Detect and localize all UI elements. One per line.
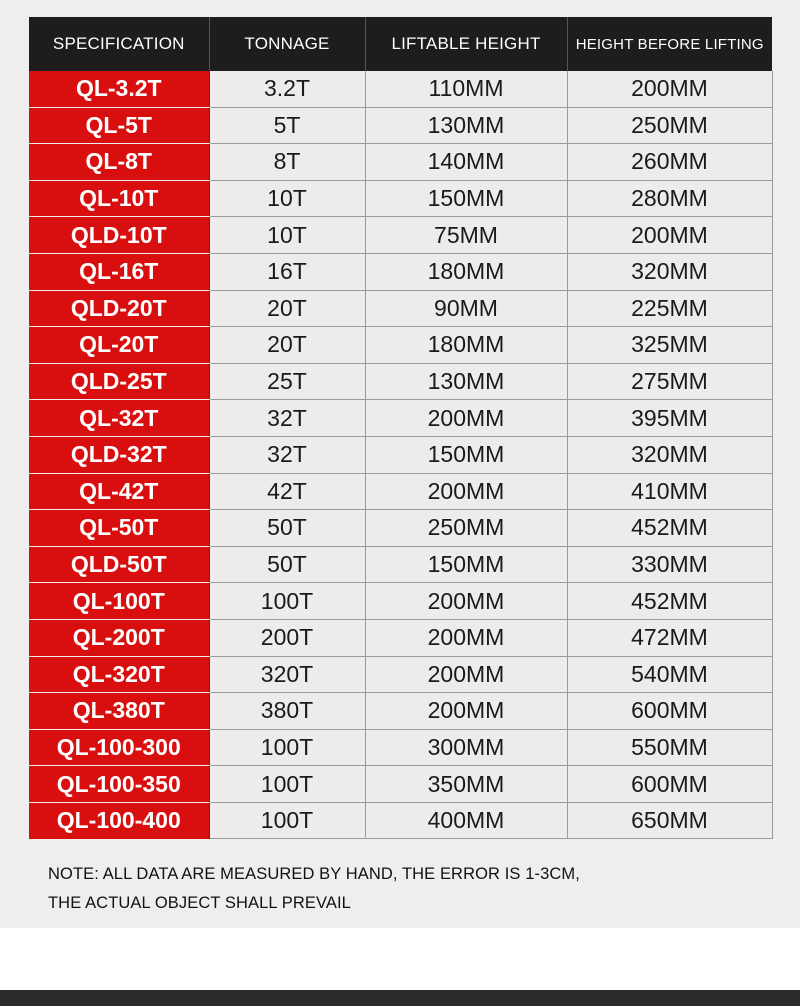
spec-cell: QL-16T [29,253,209,290]
table-row [29,729,772,766]
liftable-height-cell: 110MM [365,71,567,107]
spec-cell: QL-100-300 [29,729,209,766]
height-before-lifting-cell: 472MM [567,619,772,656]
liftable-height-cell: 75MM [365,217,567,254]
tonnage-cell: 50T [209,510,365,547]
table-row [29,619,772,656]
liftable-height-cell: 180MM [365,253,567,290]
table-row [29,766,772,803]
note-line-1: NOTE: ALL DATA ARE MEASURED BY HAND, THE ERROR IS 1-3CM, [48,865,580,883]
liftable-height-cell: 180MM [365,327,567,364]
spec-cell: QL-100T [29,583,209,620]
table-row [29,693,772,730]
tonnage-cell: 320T [209,656,365,693]
table-row [29,363,772,400]
table-row [29,253,772,290]
height-before-lifting-cell: 650MM [567,802,772,839]
liftable-height-cell: 250MM [365,510,567,547]
bottom-bar [0,990,800,1006]
liftable-height-cell: 400MM [365,802,567,839]
table-body [29,71,772,839]
spec-cell: QL-200T [29,619,209,656]
height-before-lifting-cell: 325MM [567,327,772,364]
height-before-lifting-cell: 330MM [567,546,772,583]
liftable-height-cell: 200MM [365,400,567,437]
height-before-lifting-cell: 280MM [567,180,772,217]
height-before-lifting-cell: 275MM [567,363,772,400]
tonnage-cell: 100T [209,729,365,766]
spec-cell: QLD-20T [29,290,209,327]
liftable-height-cell: 300MM [365,729,567,766]
table-row [29,144,772,181]
table-row [29,400,772,437]
tonnage-cell: 5T [209,107,365,144]
tonnage-cell: 3.2T [209,71,365,107]
tonnage-cell: 380T [209,693,365,730]
tonnage-cell: 50T [209,546,365,583]
tonnage-cell: 32T [209,400,365,437]
table-row [29,180,772,217]
spec-cell: QL-320T [29,656,209,693]
height-before-lifting-cell: 200MM [567,217,772,254]
table-row [29,510,772,547]
liftable-height-cell: 130MM [365,107,567,144]
header-specification: SPECIFICATION [29,17,209,71]
tonnage-cell: 20T [209,290,365,327]
liftable-height-cell: 200MM [365,693,567,730]
spec-cell: QLD-32T [29,436,209,473]
tonnage-cell: 10T [209,217,365,254]
tonnage-cell: 200T [209,619,365,656]
height-before-lifting-cell: 452MM [567,510,772,547]
tonnage-cell: 100T [209,766,365,803]
table-row [29,327,772,364]
spec-cell: QL-20T [29,327,209,364]
spec-cell: QLD-50T [29,546,209,583]
height-before-lifting-cell: 395MM [567,400,772,437]
spec-cell: QL-50T [29,510,209,547]
height-before-lifting-cell: 320MM [567,436,772,473]
table-row [29,802,772,839]
tonnage-cell: 100T [209,802,365,839]
measurement-note [48,860,768,918]
tonnage-cell: 25T [209,363,365,400]
spec-cell: QLD-10T [29,217,209,254]
tonnage-cell: 42T [209,473,365,510]
liftable-height-cell: 150MM [365,180,567,217]
liftable-height-cell: 150MM [365,436,567,473]
liftable-height-cell: 200MM [365,619,567,656]
liftable-height-cell: 200MM [365,656,567,693]
spec-cell: QL-380T [29,693,209,730]
table-row [29,290,772,327]
liftable-height-cell: 200MM [365,473,567,510]
table-row [29,583,772,620]
spec-cell: QL-8T [29,144,209,181]
header-row [29,17,772,71]
height-before-lifting-cell: 225MM [567,290,772,327]
height-before-lifting-cell: 250MM [567,107,772,144]
table-row [29,436,772,473]
header-liftable-height: LIFTABLE HEIGHT [365,17,567,71]
table-row [29,656,772,693]
tonnage-cell: 20T [209,327,365,364]
table-row [29,546,772,583]
tonnage-cell: 32T [209,436,365,473]
liftable-height-cell: 130MM [365,363,567,400]
liftable-height-cell: 350MM [365,766,567,803]
height-before-lifting-cell: 600MM [567,693,772,730]
height-before-lifting-cell: 550MM [567,729,772,766]
height-before-lifting-cell: 452MM [567,583,772,620]
liftable-height-cell: 150MM [365,546,567,583]
note-line-2: THE ACTUAL OBJECT SHALL PREVAIL [48,894,351,912]
spec-cell: QL-42T [29,473,209,510]
spec-cell: QL-32T [29,400,209,437]
table-row [29,71,772,107]
height-before-lifting-cell: 410MM [567,473,772,510]
tonnage-cell: 16T [209,253,365,290]
table-header [29,17,772,71]
tonnage-cell: 100T [209,583,365,620]
tonnage-cell: 10T [209,180,365,217]
spec-cell: QL-100-400 [29,802,209,839]
table-row [29,473,772,510]
liftable-height-cell: 90MM [365,290,567,327]
liftable-height-cell: 200MM [365,583,567,620]
tonnage-cell: 8T [209,144,365,181]
header-height-before-lifting: HEIGHT BEFORE LIFTING [567,17,772,71]
height-before-lifting-cell: 600MM [567,766,772,803]
specification-table [29,17,773,839]
spec-cell: QL-5T [29,107,209,144]
height-before-lifting-cell: 260MM [567,144,772,181]
table-row [29,217,772,254]
spec-cell: QLD-25T [29,363,209,400]
spec-cell: QL-3.2T [29,71,209,107]
spec-cell: QL-10T [29,180,209,217]
spec-cell: QL-100-350 [29,766,209,803]
liftable-height-cell: 140MM [365,144,567,181]
table-row [29,107,772,144]
header-tonnage: TONNAGE [209,17,365,71]
height-before-lifting-cell: 320MM [567,253,772,290]
height-before-lifting-cell: 540MM [567,656,772,693]
height-before-lifting-cell: 200MM [567,71,772,107]
